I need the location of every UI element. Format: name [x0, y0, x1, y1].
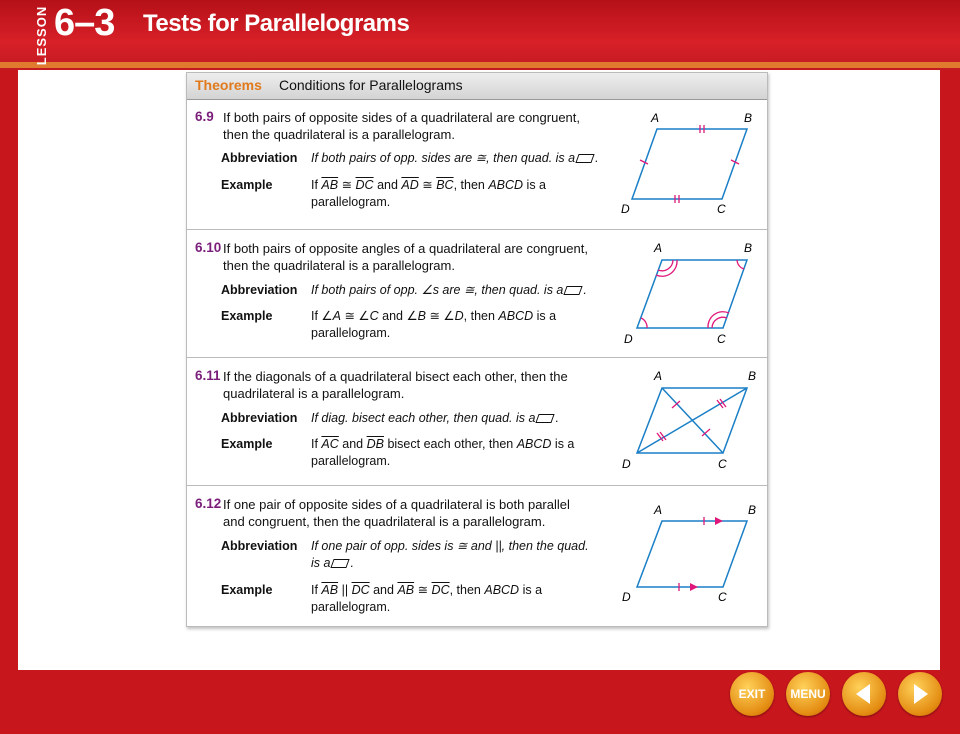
- vertex-a: A: [651, 111, 660, 125]
- abbreviation-label: Abbreviation: [221, 411, 298, 425]
- lesson-tab: [34, 2, 52, 66]
- theorem-statement: If one pair of opposite sides of a quadrilateral is both parallel and congruent, then the quadrilateral is a parallelogram.: [223, 497, 570, 529]
- theorem-number: 6.9: [195, 109, 214, 124]
- theorem-statement: If both pairs of opposite sides of a quadrilateral are congruent, then the quadrilateral is a parallelogram.: [223, 110, 580, 142]
- theorem-6-9: [187, 99, 767, 230]
- vertex-d: D: [621, 202, 630, 216]
- theorem-number: 6.12: [195, 496, 222, 511]
- theorem-6-10: [187, 230, 767, 358]
- abbreviation-label: Abbreviation: [221, 539, 298, 553]
- vertex-b: B: [744, 241, 753, 255]
- vertex-a: A: [654, 503, 663, 517]
- previous-arrow-icon: [842, 672, 886, 716]
- vertex-d: D: [622, 590, 631, 604]
- lesson-title: Tests for Parallelograms: [143, 10, 410, 37]
- abbreviation-text: If both pairs of opp. sides are ≅, then quad. is a .: [311, 151, 599, 165]
- next-arrow-icon: [898, 672, 942, 716]
- vertex-c: C: [718, 590, 727, 604]
- abbreviation-label: Abbreviation: [221, 283, 298, 297]
- parallelogram-diagram: [617, 491, 767, 626]
- box-label: Theorems: [195, 77, 262, 93]
- example-text: If $\overline{AB}$ ≅ $\overline{DC}$ and $\overline{AD}$ ≅ $\overline{BC}$, then ABCD is a parallelogram.: [311, 178, 546, 209]
- next-button[interactable]: [898, 672, 942, 716]
- example-label: Example: [221, 309, 273, 323]
- lesson-label: LESSON: [34, 5, 50, 66]
- theorem-statement: If both pairs of opposite angles of a quadrilateral are congruent, then the quadrilateral is a parallelogram.: [223, 241, 588, 273]
- abbreviation-text: If both pairs of opp. ∠s are ≅, then quad. is a .: [311, 283, 587, 297]
- vertex-b: B: [748, 503, 757, 517]
- vertex-c: C: [718, 457, 727, 471]
- example-label: Example: [221, 583, 273, 597]
- parallelogram-diagram: [617, 363, 767, 483]
- lesson-number: 6–3: [54, 2, 115, 44]
- vertex-c: C: [717, 202, 726, 216]
- example-label: Example: [221, 437, 273, 451]
- theorem-number: 6.10: [195, 240, 222, 255]
- theorem-6-11: [187, 358, 767, 486]
- parallelogram-diagram: [617, 104, 767, 224]
- theorem-number: 6.11: [195, 368, 221, 383]
- vertex-b: B: [744, 111, 753, 125]
- theorems-box: [186, 72, 768, 627]
- vertex-d: D: [624, 332, 633, 346]
- previous-button[interactable]: [842, 672, 886, 716]
- theorem-statement: If the diagonals of a quadrilateral bisect each other, then the quadrilateral is a parallelogram.: [223, 369, 568, 401]
- box-header: [187, 73, 767, 100]
- vertex-b: B: [748, 369, 757, 383]
- example-text: If $\overline{AC}$ and $\overline{DB}$ bisect each other, then ABCD is a parallelogram.: [311, 437, 575, 468]
- example-label: Example: [221, 178, 273, 192]
- theorem-6-12: [187, 486, 767, 626]
- box-title: Conditions for Parallelograms: [279, 77, 463, 93]
- menu-button[interactable]: MENU: [786, 672, 830, 716]
- example-text: If ∠A ≅ ∠C and ∠B ≅ ∠D, then ABCD is a parallelogram.: [311, 309, 557, 340]
- parallelogram-diagram: [617, 235, 767, 355]
- example-text: If $\overline{AB}$ || $\overline{DC}$ and $\overline{AB}$ ≅ $\overline{DC}$, then ABCD is a parallelogram.: [311, 583, 543, 614]
- vertex-d: D: [622, 457, 631, 471]
- exit-button[interactable]: EXIT: [730, 672, 774, 716]
- vertex-c: C: [717, 332, 726, 346]
- abbreviation-text: If one pair of opp. sides is ≅ and ||, then the quad. is a .: [311, 539, 589, 570]
- abbreviation-text: If diag. bisect each other, then quad. is a .: [311, 411, 559, 425]
- header-stripe: [0, 62, 960, 68]
- vertex-a: A: [654, 369, 663, 383]
- abbreviation-label: Abbreviation: [221, 151, 298, 165]
- vertex-a: A: [654, 241, 663, 255]
